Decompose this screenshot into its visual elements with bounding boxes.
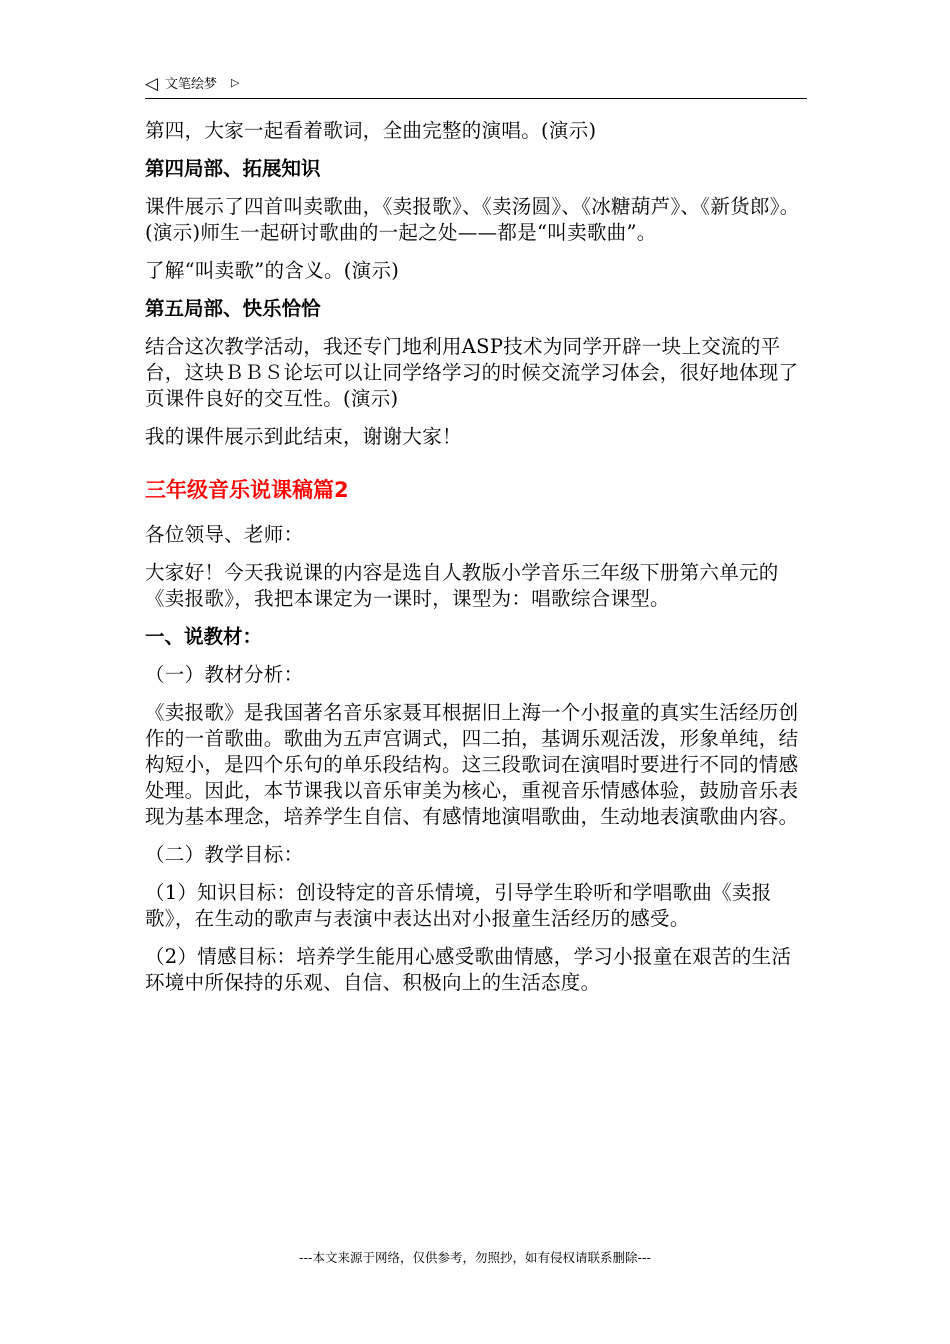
page-footer: ---本文来源于网络，仅供参考，勿照抄，如有侵权请联系删除--- [298,1250,652,1265]
heading-part-five: 第五局部、快乐恰恰 [145,297,321,320]
paragraph: 结合这次教学活动，我还专门地利用ASP技术为同学开辟一块上交流的平台，这块ＢＢＳ论坛可以让同学络学习的时候交流学习体会，很好地体现了页课件良好的交互性。(演示) [145,335,799,410]
left-triangle-icon: ◁ [145,74,159,94]
paragraph: 课件展示了四首叫卖歌曲，《卖报歌》、《卖汤圆》、《冰糖葫芦》、《新货郎》。(演示)师生一起研讨歌曲的一起之处——都是“叫卖歌曲”。 [145,195,800,244]
section-title: 三年级音乐说课稿篇2 [145,478,349,502]
page-header [145,72,807,99]
paragraph: （2）情感目标：培养学生能用心感受歌曲情感，学习小报童在艰苦的生活环境中所保持的乐观、自信、积极向上的生活态度。 [145,945,792,994]
paragraph: 了解“叫卖歌”的含义。(演示) [145,259,400,282]
paragraph: （1）知识目标：创设特定的音乐情境，引导学生聆听和学唱歌曲《卖报歌》，在生动的歌声与表演中表达出对小报童生活经历的感受。 [145,881,772,930]
right-triangle-icon: ▷ [231,76,240,89]
paragraph: 《卖报歌》是我国著名音乐家聂耳根据旧上海一个小报童的真实生活经历创作的一首歌曲。歌曲为五声宫调式，四二拍，基调乐观活泼，形象单纯，结构短小，是四个乐句的单乐段结构。这三段歌词在演唱时要进行不同的情感处理。因此，本节课我以音乐审美为核心，重视音乐情感体验，鼓励音乐表现为基本理念，培养学生自信、有感情地演唱歌曲，生动地表演歌曲内容。 [145,701,799,828]
paragraph: 我的课件展示到此结束，谢谢大家！ [145,425,462,448]
subheading: （一）教材分析： [145,663,304,686]
paragraph: 第四，大家一起看着歌词，全曲完整的演唱。(演示) [145,119,597,142]
subheading: （二）教学目标： [145,843,304,866]
header-title: 文笔绘梦 [165,77,218,92]
paragraph: 各位领导、老师： [145,523,304,546]
heading-textbook: 一、说教材： [145,625,263,648]
document-body [145,118,807,1008]
paragraph: 大家好！今天我说课的内容是选自人教版小学音乐三年级下册第六单元的《卖报歌》，我把本课定为一课时，课型为：唱歌综合课型。 [145,561,779,610]
heading-part-four: 第四局部、拓展知识 [145,157,321,180]
